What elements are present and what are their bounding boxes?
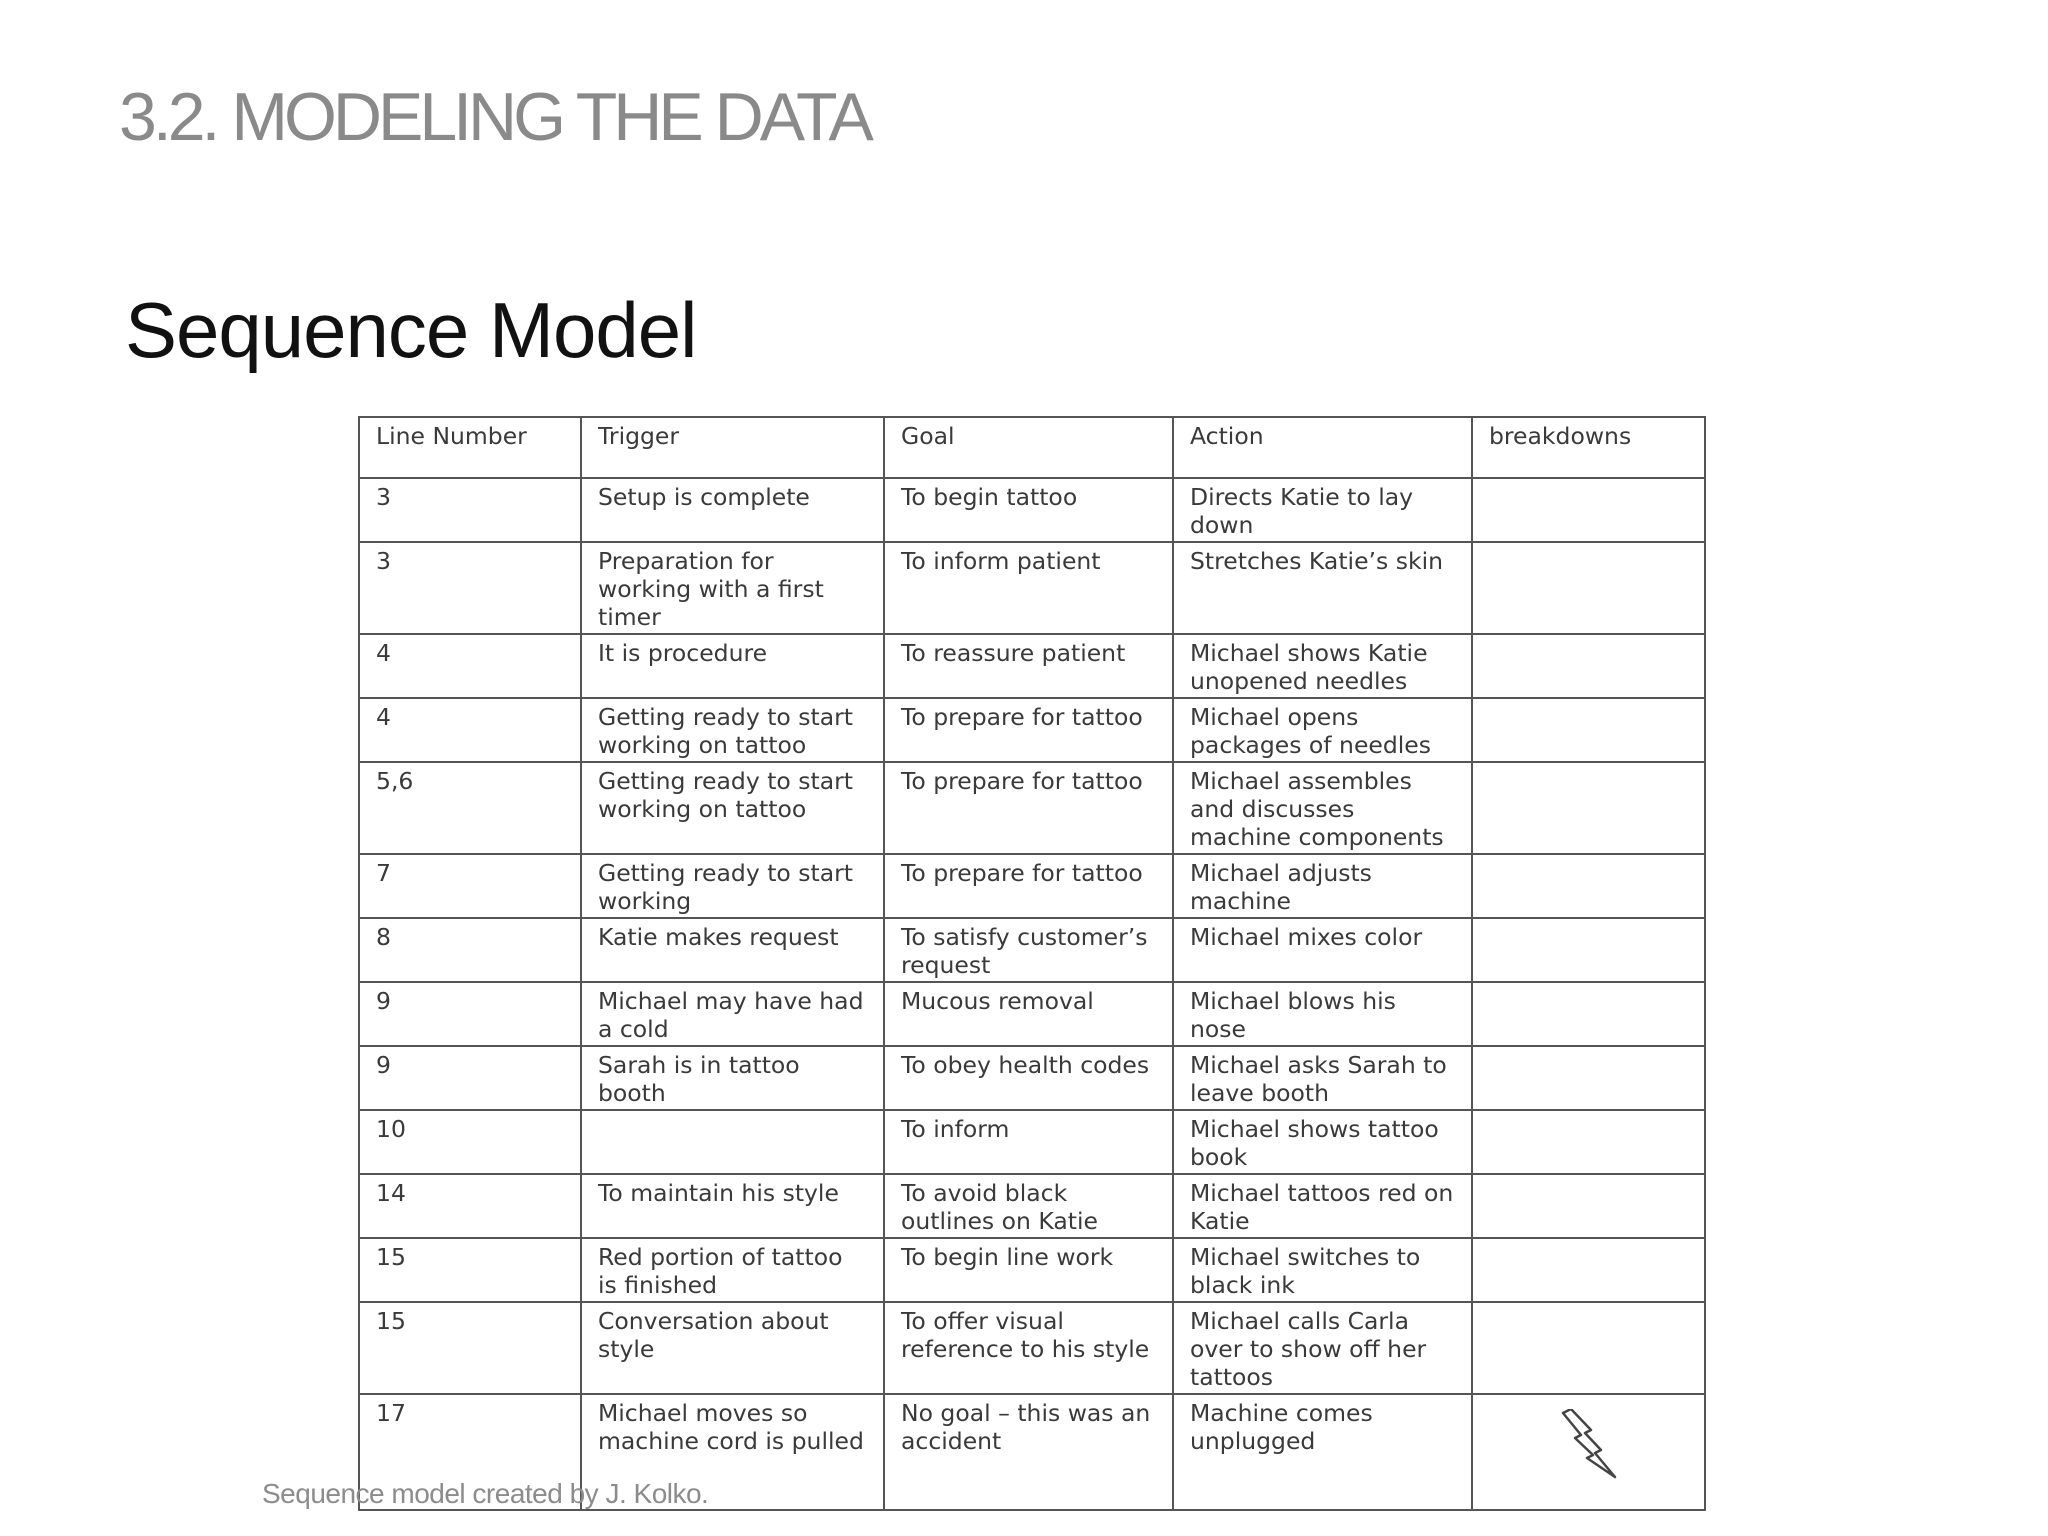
- table-row: [359, 478, 1705, 542]
- cell-breakdown: [1472, 634, 1705, 698]
- table-row: [359, 918, 1705, 982]
- header-breakdowns: breakdowns: [1472, 417, 1705, 478]
- cell-trigger: Getting ready to start working on tattoo: [581, 762, 884, 854]
- lightning-bolt-icon: [1549, 1409, 1629, 1479]
- cell-trigger: Michael may have had a cold: [581, 982, 884, 1046]
- section-title: 3.2. MODELING THE DATA: [119, 79, 870, 155]
- cell-action: Michael calls Carla over to show off her tattoos: [1173, 1302, 1472, 1394]
- cell-trigger: Katie makes request: [581, 918, 884, 982]
- table-header-row: [359, 417, 1705, 478]
- cell-line-number: 15: [359, 1238, 581, 1302]
- cell-breakdown: [1472, 1110, 1705, 1174]
- cell-trigger: Preparation for working with a first timer: [581, 542, 884, 634]
- cell-trigger: Red portion of tattoo is finished: [581, 1238, 884, 1302]
- cell-trigger: Michael moves so machine cord is pulled: [581, 1394, 884, 1510]
- cell-goal: No goal – this was an accident: [884, 1394, 1173, 1510]
- cell-breakdown: [1472, 1302, 1705, 1394]
- cell-action: Stretches Katie’s skin: [1173, 542, 1472, 634]
- table-row: [359, 698, 1705, 762]
- cell-action: Michael mixes color: [1173, 918, 1472, 982]
- cell-goal: To prepare for tattoo: [884, 854, 1173, 918]
- header-goal: Goal: [884, 417, 1173, 478]
- cell-goal: To inform: [884, 1110, 1173, 1174]
- header-trigger: Trigger: [581, 417, 884, 478]
- cell-line-number: 9: [359, 982, 581, 1046]
- cell-goal: To prepare for tattoo: [884, 762, 1173, 854]
- cell-trigger: Sarah is in tattoo booth: [581, 1046, 884, 1110]
- cell-action: Michael switches to black ink: [1173, 1238, 1472, 1302]
- cell-line-number: 15: [359, 1302, 581, 1394]
- cell-breakdown: [1472, 918, 1705, 982]
- cell-trigger: Getting ready to start working: [581, 854, 884, 918]
- cell-breakdown: [1472, 1174, 1705, 1238]
- cell-action: Michael blows his nose: [1173, 982, 1472, 1046]
- cell-breakdown: [1472, 854, 1705, 918]
- table-row: [359, 1046, 1705, 1110]
- image-credit: Sequence model created by J. Kolko.: [262, 1478, 709, 1509]
- cell-action: Michael adjusts machine: [1173, 854, 1472, 918]
- cell-goal: To begin tattoo: [884, 478, 1173, 542]
- sequence-model-table: [358, 416, 1706, 1511]
- cell-line-number: 9: [359, 1046, 581, 1110]
- cell-goal: To begin line work: [884, 1238, 1173, 1302]
- cell-line-number: 8: [359, 918, 581, 982]
- table-row: [359, 1110, 1705, 1174]
- cell-breakdown: [1472, 1238, 1705, 1302]
- table-row: [359, 634, 1705, 698]
- cell-line-number: 7: [359, 854, 581, 918]
- cell-action: Michael tattoos red on Katie: [1173, 1174, 1472, 1238]
- table-row: [359, 1238, 1705, 1302]
- cell-breakdown: [1472, 762, 1705, 854]
- cell-line-number: 3: [359, 478, 581, 542]
- cell-line-number: 3: [359, 542, 581, 634]
- header-line-number: Line Number: [359, 417, 581, 478]
- cell-trigger: Setup is complete: [581, 478, 884, 542]
- cell-action: Machine comes unplugged: [1173, 1394, 1472, 1510]
- table-row: [359, 1302, 1705, 1394]
- cell-breakdown: [1472, 698, 1705, 762]
- cell-action: Michael assembles and discusses machine components: [1173, 762, 1472, 854]
- cell-line-number: 10: [359, 1110, 581, 1174]
- cell-breakdown: [1472, 982, 1705, 1046]
- cell-breakdown: [1472, 1394, 1705, 1510]
- cell-goal: To offer visual reference to his style: [884, 1302, 1173, 1394]
- table-row: [359, 762, 1705, 854]
- cell-trigger: It is procedure: [581, 634, 884, 698]
- cell-trigger: Conversation about style: [581, 1302, 884, 1394]
- cell-line-number: 5,6: [359, 762, 581, 854]
- table-row: [359, 1174, 1705, 1238]
- cell-breakdown: [1472, 542, 1705, 634]
- cell-action: Michael shows Katie unopened needles: [1173, 634, 1472, 698]
- cell-line-number: 17: [359, 1394, 581, 1510]
- slide-title: Sequence Model: [125, 286, 697, 374]
- cell-goal: Mucous removal: [884, 982, 1173, 1046]
- cell-goal: To prepare for tattoo: [884, 698, 1173, 762]
- header-action: Action: [1173, 417, 1472, 478]
- cell-action: Michael asks Sarah to leave booth: [1173, 1046, 1472, 1110]
- table-row: [359, 854, 1705, 918]
- cell-goal: To avoid black outlines on Katie: [884, 1174, 1173, 1238]
- cell-action: Michael shows tattoo book: [1173, 1110, 1472, 1174]
- table-row: [359, 982, 1705, 1046]
- cell-trigger: [581, 1110, 884, 1174]
- cell-goal: To satisfy customer’s request: [884, 918, 1173, 982]
- cell-goal: To obey health codes: [884, 1046, 1173, 1110]
- cell-goal: To inform patient: [884, 542, 1173, 634]
- cell-trigger: Getting ready to start working on tattoo: [581, 698, 884, 762]
- cell-goal: To reassure patient: [884, 634, 1173, 698]
- cell-breakdown: [1472, 1046, 1705, 1110]
- cell-action: Directs Katie to lay down: [1173, 478, 1472, 542]
- cell-line-number: 4: [359, 634, 581, 698]
- cell-line-number: 4: [359, 698, 581, 762]
- cell-action: Michael opens packages of needles: [1173, 698, 1472, 762]
- cell-breakdown: [1472, 478, 1705, 542]
- cell-trigger: To maintain his style: [581, 1174, 884, 1238]
- cell-line-number: 14: [359, 1174, 581, 1238]
- table-row: [359, 542, 1705, 634]
